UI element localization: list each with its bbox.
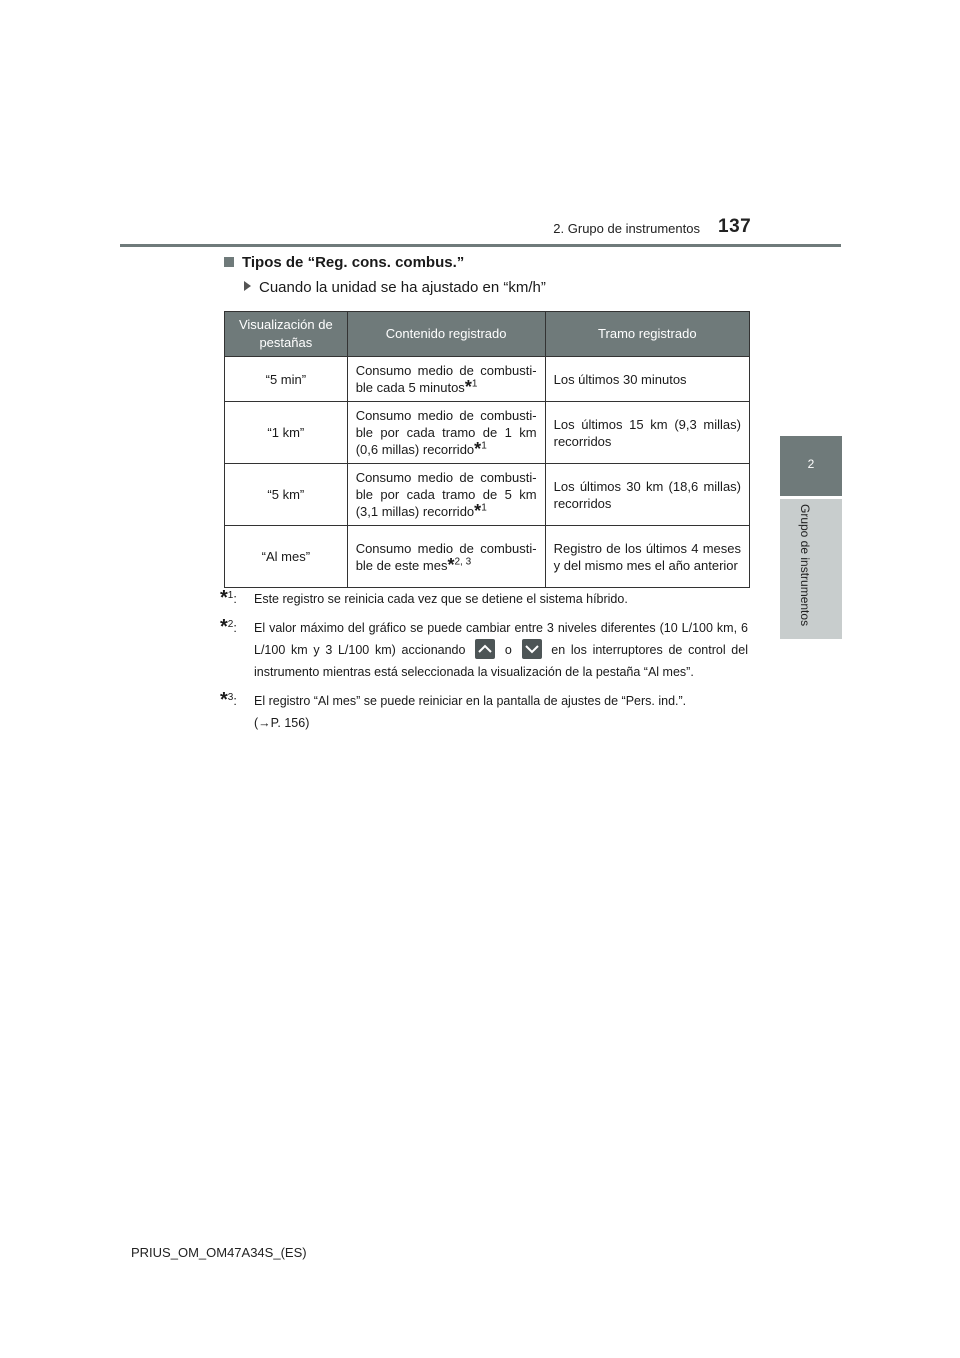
- footnote-marker: *$^3$:: [220, 689, 237, 711]
- tab-cell: “5 km”: [225, 464, 348, 526]
- footnote-number: 3: [227, 691, 234, 703]
- footnote-2: [220, 617, 748, 683]
- range-cell: Los últimos 15 km (9,3 millas) recorridos: [545, 402, 749, 464]
- footnote-number: 1: [227, 589, 234, 601]
- chapter-side-label: Grupo de instrumentos: [798, 504, 812, 627]
- section-heading-text: Tipos de “Reg. cons. combus.”: [242, 254, 465, 271]
- content-cell: [347, 526, 545, 588]
- table-row: [225, 357, 750, 402]
- chevron-down-icon: [522, 639, 542, 659]
- range-cell: Los últimos 30 minutos: [545, 357, 749, 402]
- header-rule: [120, 244, 841, 247]
- footnote-text: El valor máximo del gráfico se puede cambiar entre 3 niveles diferentes (10 L/100 km, 6 L/100 km y 3 L/100 km) accionando: [254, 621, 748, 657]
- content-text: Consumo medio de combusti-ble cada 5 minutos: [355, 363, 537, 395]
- running-header-title: 2. Grupo de instrumentos: [553, 221, 700, 236]
- sub-heading: [244, 279, 546, 296]
- tab-cell: “5 min”: [225, 357, 348, 402]
- footnote-ref: 2, 3: [454, 556, 472, 568]
- table-header-cell: Tramo registrado: [545, 312, 749, 357]
- section-heading: [224, 254, 464, 271]
- footnote-text: Este registro se reinicia cada vez que se detiene el sistema híbrido.: [254, 592, 628, 606]
- footnote-1: [220, 588, 748, 610]
- triangle-bullet-icon: [244, 281, 251, 291]
- footnote-text: El registro “Al mes” se puede reiniciar en la pantalla de ajustes de “Pers. ind.”.: [254, 694, 687, 708]
- chevron-up-icon: [475, 639, 495, 659]
- asterisk-icon: *: [447, 554, 455, 575]
- footnote-number: 2: [227, 618, 234, 630]
- table-header-cell: Visualización de pestañas: [225, 312, 348, 357]
- content-text: Consumo medio de combusti-ble por cada tramo de 1 km (0,6 millas) recorrido: [355, 408, 537, 457]
- range-cell: Registro de los últimos 4 meses y del mismo mes el año anterior: [545, 526, 749, 588]
- footnote-text-or: o: [504, 643, 512, 657]
- asterisk-icon: *: [474, 501, 482, 521]
- document-code-footer: PRIUS_OM_OM47A34S_(ES): [131, 1245, 307, 1260]
- asterisk-icon: *: [220, 587, 228, 609]
- asterisk-icon: *: [474, 439, 482, 459]
- asterisk-icon: *: [464, 377, 472, 397]
- footnotes: [220, 588, 748, 741]
- content-text: Consumo medio de combusti-ble por cada tramo de 5 km (3,1 millas) recorrido: [355, 470, 537, 519]
- content-cell: [347, 464, 545, 526]
- content-cell: [347, 402, 545, 464]
- footnote-ref: 1: [481, 502, 487, 514]
- table-row: [225, 526, 750, 588]
- chapter-tab: [780, 436, 842, 496]
- table-header-row: [225, 312, 750, 357]
- footnote-ref: 1: [481, 440, 487, 452]
- footnote-ref: 1: [471, 378, 478, 390]
- footnote-text-after: en los interruptores de control del instrumento mientras está seleccionada la visualización de la pestaña “Al mes”.: [254, 643, 748, 679]
- range-cell: Los últimos 30 km (18,6 millas) recorridos: [545, 464, 749, 526]
- asterisk-icon: *: [220, 616, 228, 638]
- content-cell: [347, 357, 545, 402]
- sub-heading-text: Cuando la unidad se ha ajustado en “km/h”: [259, 279, 546, 296]
- page-reference-link[interactable]: (→P. 156): [254, 716, 310, 730]
- table-row: [225, 402, 750, 464]
- content-text: Consumo medio de combusti-ble de este mes: [355, 540, 537, 573]
- chapter-tab-number: 2: [807, 457, 815, 471]
- table-row: [225, 464, 750, 526]
- records-table: [224, 311, 750, 588]
- footnote-marker: *$^2$:: [220, 616, 237, 638]
- tab-cell: “Al mes”: [225, 526, 348, 588]
- footnote-3: [220, 690, 748, 734]
- square-bullet-icon: [224, 257, 234, 267]
- table-header-cell: Contenido registrado: [347, 312, 545, 357]
- tab-cell: “1 km”: [225, 402, 348, 464]
- page-number: 137: [718, 216, 752, 237]
- footnote-marker: *$^1$:: [220, 587, 237, 609]
- asterisk-icon: *: [220, 689, 228, 711]
